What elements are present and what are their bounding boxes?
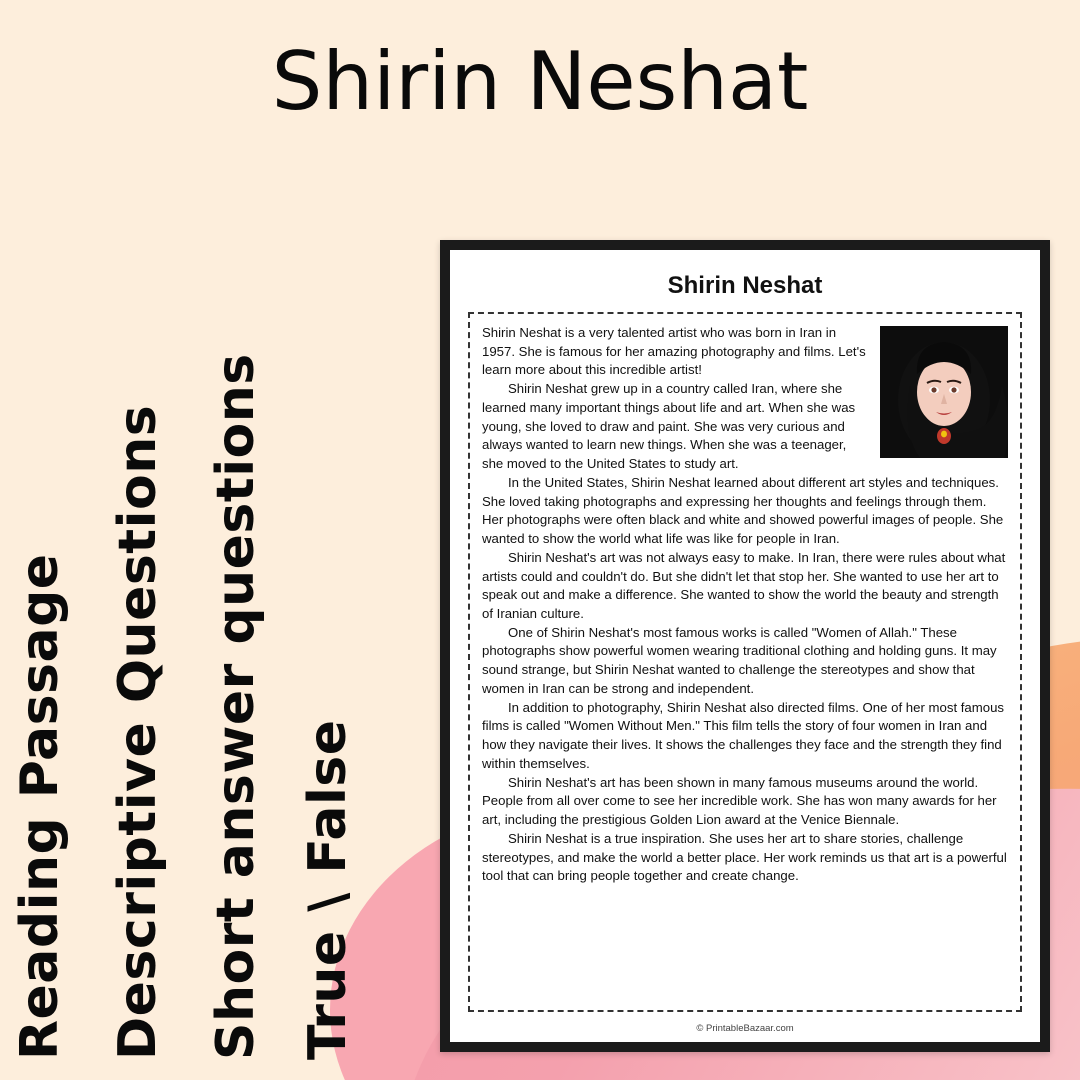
worksheet-page xyxy=(450,250,1040,1042)
reading-passage-box xyxy=(468,312,1022,1012)
passage-paragraph: Shirin Neshat grew up in a country called Iran, where she learned many important things about life and art. When she was young, she loved to draw and paint. She was very curious and always wanted to learn new things. When she was a teenager, she moved to the United States to study art. xyxy=(482,381,856,472)
vertical-label-group xyxy=(10,270,408,1060)
passage-paragraph: In the United States, Shirin Neshat learned about different art styles and techniques. She loved taking photographs and expressing her thoughts and feelings through them. Her photographs were often black and white and showed powerful images of people. She wanted to show the world what life was like for people in Iran. xyxy=(482,474,1004,547)
worksheet-frame xyxy=(440,240,1050,1052)
vertical-label-true-false: True \ False xyxy=(298,719,358,1060)
passage-paragraph: Shirin Neshat's art was not always easy to make. In Iran, there were rules about what artists could and couldn't do. But she didn't let that stop her. She wanted to use her art to speak out and make a difference. She wanted to show the world the beauty and strength of Iranian culture. xyxy=(482,549,1006,622)
passage-paragraph: In addition to photography, Shirin Neshat also directed films. One of her most famous films is called "Women Without Men." This film tells the story of four women in Iran and how they navigate their lives. It shows the challenges they face and the strength they find within themselves. xyxy=(482,699,1005,771)
worksheet-title: Shirin Neshat xyxy=(667,272,823,299)
page-title: Shirin Neshat xyxy=(271,35,809,128)
vertical-label-reading-passage: Reading Passage xyxy=(10,553,70,1060)
credit-line: © PrintableBazaar.com xyxy=(696,1023,794,1034)
portrait-illustration xyxy=(880,326,1008,458)
passage-paragraph: Shirin Neshat's art has been shown in many famous museums around the world. People from all over come to see her incredible work. She has won many awards for her art, including the prestigious Golden Lion award at the Venice Biennale. xyxy=(482,774,997,828)
passage-paragraph: One of Shirin Neshat's most famous works is called "Women of Allah." These photographs show powerful women wearing traditional clothing and holding guns. It may sound strange, but Shirin Neshat wanted to challenge the stereotypes and show that women in Iran can be strong and independent. xyxy=(482,624,997,696)
vertical-label-descriptive-questions: Descriptive Questions xyxy=(108,404,168,1060)
portrait-image xyxy=(880,326,1008,458)
passage-paragraph: Shirin Neshat is a very talented artist who was born in Iran in 1957. She is famous for her amazing photography and films. Let's learn more about this incredible artist! xyxy=(482,325,866,378)
passage-paragraph: Shirin Neshat is a true inspiration. She uses her art to share stories, challenge stereotypes, and make the world a better place. Her work reminds us that art is a powerful tool that can bring people together and create change. xyxy=(482,830,1007,884)
vertical-label-short-answer-questions: Short answer questions xyxy=(206,353,266,1060)
